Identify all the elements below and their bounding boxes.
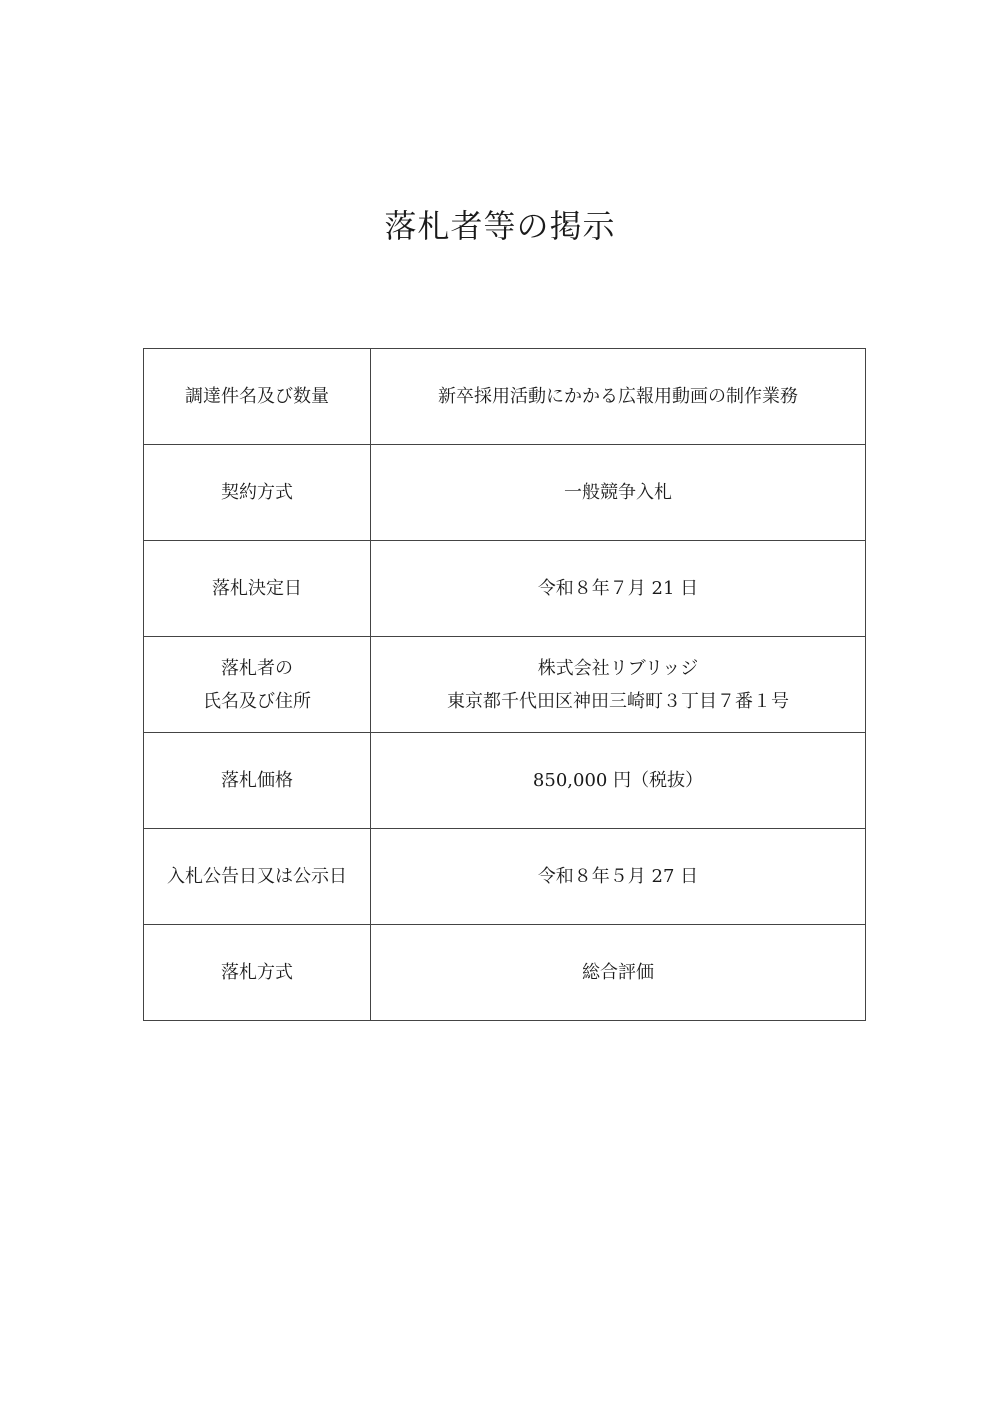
row-value: 850,000 円（税抜） bbox=[532, 770, 704, 791]
row-label-cell bbox=[144, 829, 371, 925]
row-label-cell bbox=[144, 349, 371, 445]
winner-address: 東京都千代田区神田三崎町３丁目７番１号 bbox=[447, 690, 789, 712]
row-value: 一般競争入札 bbox=[564, 482, 672, 503]
row-value: 令和８年５月 27 日 bbox=[537, 866, 699, 887]
award-info-table bbox=[143, 348, 866, 1021]
row-label: 落札決定日 bbox=[212, 578, 302, 599]
table-row-winner bbox=[144, 637, 866, 733]
row-label-cell bbox=[144, 541, 371, 637]
page-title: 落札者等の掲示 bbox=[384, 207, 616, 245]
row-label: 調達件名及び数量 bbox=[185, 386, 329, 407]
row-label-line-2: 氏名及び住所 bbox=[203, 690, 311, 712]
row-value: 令和８年７月 21 日 bbox=[537, 578, 699, 599]
table-row-contract-method bbox=[144, 445, 866, 541]
table-row-announcement-date bbox=[144, 829, 866, 925]
row-value-cell bbox=[371, 349, 866, 445]
row-value-cell bbox=[371, 829, 866, 925]
row-value-cell bbox=[371, 445, 866, 541]
row-label-line-1: 落札者の bbox=[221, 657, 293, 679]
row-value-cell bbox=[371, 733, 866, 829]
row-label-cell bbox=[144, 925, 371, 1021]
row-label: 落札方式 bbox=[221, 962, 293, 983]
table-row-procurement-item bbox=[144, 349, 866, 445]
row-label: 落札価格 bbox=[221, 770, 293, 791]
row-label: 入札公告日又は公示日 bbox=[167, 866, 347, 887]
row-label: 契約方式 bbox=[221, 482, 293, 503]
row-label-cell bbox=[144, 445, 371, 541]
row-value-cell bbox=[371, 541, 866, 637]
winner-company-name: 株式会社リブリッジ bbox=[537, 657, 699, 679]
row-value-cell bbox=[371, 925, 866, 1021]
table-row-award-method bbox=[144, 925, 866, 1021]
row-value: 総合評価 bbox=[582, 962, 654, 983]
row-value: 新卒採用活動にかかる広報用動画の制作業務 bbox=[438, 386, 798, 407]
table-row-award-price bbox=[144, 733, 866, 829]
row-value-cell bbox=[371, 637, 866, 733]
row-label-cell bbox=[144, 637, 371, 733]
row-label-cell bbox=[144, 733, 371, 829]
table-row-award-date bbox=[144, 541, 866, 637]
